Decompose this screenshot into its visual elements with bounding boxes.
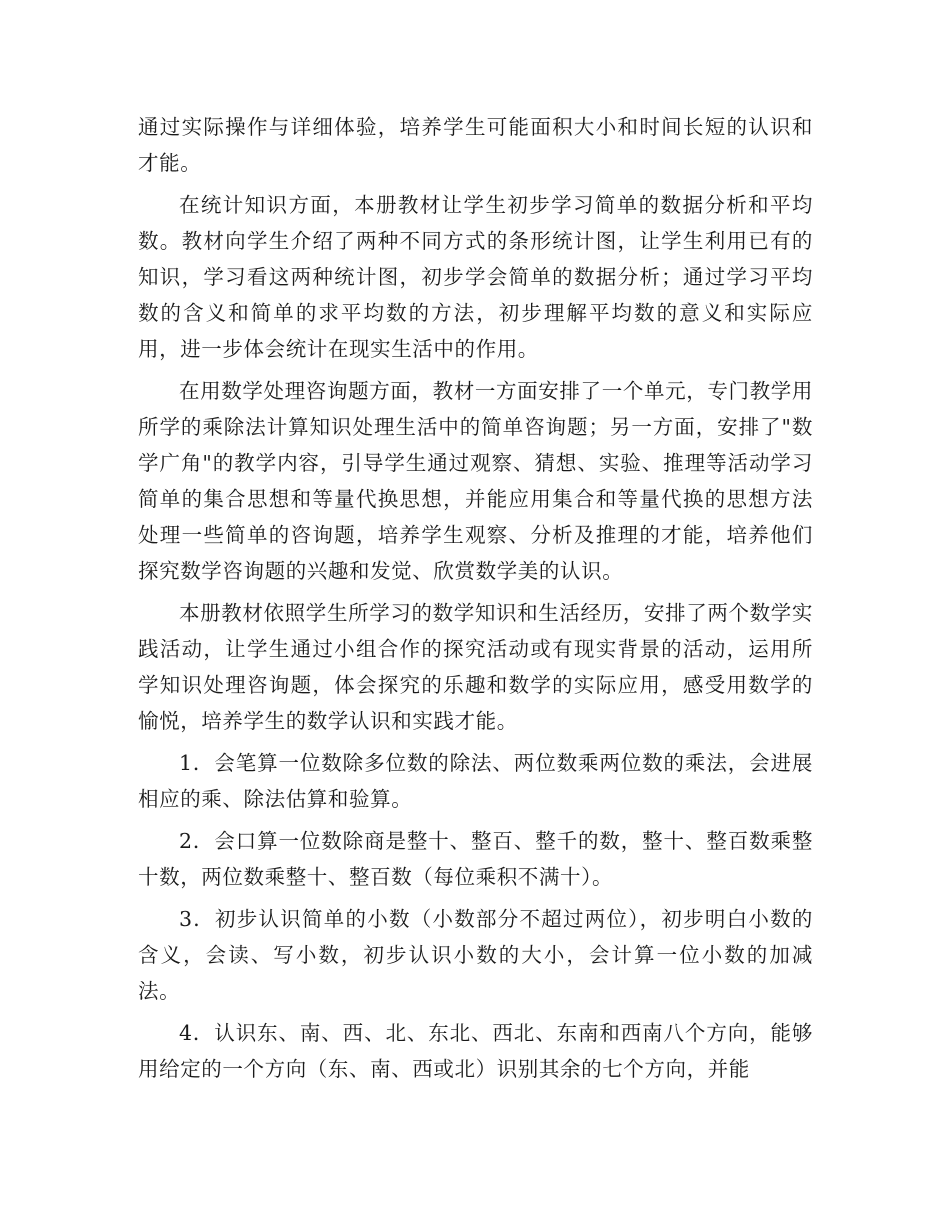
paragraph-statistics: 在统计知识方面，本册教材让学生初步学习简单的数据分析和平均数。教材向学生介绍了两种不同方式的条形统计图，让学生利用已有的知识，学习看这两种统计图，初步学会简单的数据分析；通过学习平均数的含义和简单的求平均数的方法，初步理解平均数的意义和实际应用，进一步体会统计在现实生活中的作用。 <box>138 193 813 361</box>
paragraph-problem-solving: 在用数学处理咨询题方面，教材一方面安排了一个单元，专门教学用所学的乘除法计算知识处理生活中的简单咨询题；另一方面，安排了"数学广角"的教学内容，引导学生通过观察、猜想、实验、推理等活动学习简单的集合思想和等量代换思想，并能应用集合和等量代换的思想方法处理一些简单的咨询题，培养学生观察、分析及推理的才能，培养他们探究数学咨询题的兴趣和发觉、欣赏数学美的认识。 <box>138 379 813 583</box>
paragraph-practice-activities: 本册教材依照学生所学习的数学知识和生活经历，安排了两个数学实践活动，让学生通过小组合作的探究活动或有现实背景的活动，运用所学知识处理咨询题，体会探究的乐趣和数学的实际应用，感受用数学的愉悦，培养学生的数学认识和实践才能。 <box>138 601 813 733</box>
list-item-4: 4．认识东、南、西、北、东北、西北、东南和西南八个方向，能够用给定的一个方向（东、南、西或北）识别其余的七个方向，并能 <box>138 1021 813 1081</box>
list-item-3: 3．初步认识简单的小数（小数部分不超过两位），初步明白小数的含义，会读、写小数，初步认识小数的大小，会计算一位小数的加减法。 <box>138 907 813 1003</box>
paragraph-continuation: 通过实际操作与详细体验，培养学生可能面积大小和时间长短的认识和才能。 <box>138 115 813 175</box>
document-page <box>138 109 813 1093</box>
list-item-2: 2．会口算一位数除商是整十、整百、整千的数，整十、整百数乘整十数，两位数乘整十、整百数（每位乘积不满十）。 <box>138 829 813 889</box>
list-item-1: 1．会笔算一位数除多位数的除法、两位数乘两位数的乘法，会进展相应的乘、除法估算和验算。 <box>138 751 813 811</box>
